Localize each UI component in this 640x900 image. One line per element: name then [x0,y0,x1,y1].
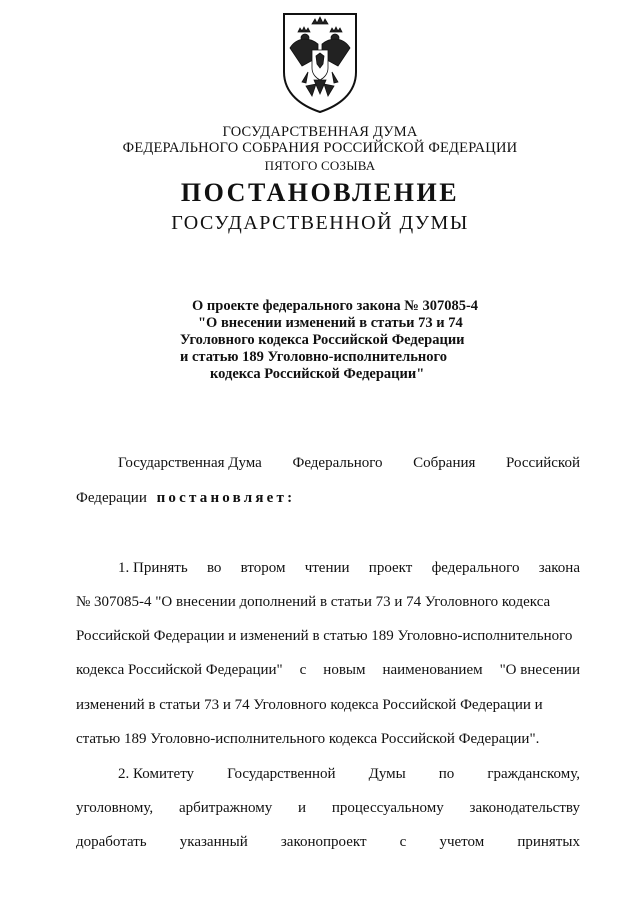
intro-word: Российской [506,455,580,471]
para2-word: с [399,834,407,850]
intro-word: Государственная Дума [118,455,262,471]
para2-line-1 [118,766,580,783]
intro-line-1 [118,455,580,472]
subject-line: "О внесении изменений в статьи 73 и 74 [198,315,463,331]
para1-line-6: статью 189 Уголовно-исполнительного кодекса Российской Федерации". [76,731,540,747]
para2-word: указанный [179,834,248,850]
header-line-assembly: ФЕДЕРАЛЬНОГО СОБРАНИЯ РОССИЙСКОЙ ФЕДЕРАЦИИ [122,140,518,156]
coat-of-arms-emblem [272,10,368,114]
para1-line-2: № 307085-4 "О внесении дополнений в статьи 73 и 74 Уголовного кодекса [76,594,551,610]
para1-word: проект [368,560,413,576]
header-line-duma: ГОСУДАРСТВЕННАЯ ДУМА [222,124,418,140]
para2-word: учетом [439,834,485,850]
intro-line-2 [76,490,295,507]
para1-word: "О внесении [499,662,580,678]
para2-word: 2. Комитету [118,766,195,782]
para1-word: втором [240,560,286,576]
para2-word: арбитражному [178,800,273,816]
subject-line: Уголовного кодекса Российской Федерации [180,332,465,348]
para2-word: процессуальному [331,800,444,816]
para1-word: чтении [304,560,350,576]
intro-decree-verb: постановляет: [156,490,296,506]
intro-word: Федерального [292,455,383,471]
para1-line-1 [118,560,580,577]
para1-word: федерального [431,560,520,576]
para1-word: закона [538,560,580,576]
subject-line: О проекте федерального закона № 307085-4 [192,298,479,314]
document-title: ПОСТАНОВЛЕНИЕ [180,178,460,207]
para1-word: наименованием [382,662,483,678]
para1-word: кодекса Российской Федерации" [76,662,283,678]
para1-word: во [206,560,222,576]
intro-federation: Федерации [76,490,147,506]
para2-line-3 [76,834,580,851]
para2-word: по [438,766,455,782]
para1-word: с [299,662,307,678]
para2-word: Думы [368,766,406,782]
para1-line-3: Российской Федерации и изменений в статью 189 Уголовно-исполнительного [76,628,573,644]
para2-word: законопроект [280,834,367,850]
para2-word: законодательству [469,800,580,816]
subject-line: и статью 189 Уголовно-исполнительного [180,349,447,365]
header-line-convocation: ПЯТОГО СОЗЫВА [264,158,376,173]
intro-word: Собрания [413,455,476,471]
para1-line-5: изменений в статьи 73 и 74 Уголовного кодекса Российской Федерации и [76,697,543,713]
para2-word: уголовному, [76,800,154,816]
para1-line-4 [76,662,580,679]
para2-line-2 [76,800,580,817]
para1-word: 1. Принять [118,560,188,576]
subject-line: кодекса Российской Федерации" [210,366,425,382]
para1-word: новым [323,662,366,678]
para2-word: Государственной [227,766,336,782]
para2-word: гражданскому, [487,766,580,782]
para2-word: доработать [76,834,147,850]
subject-block [180,298,540,383]
para2-word: и [298,800,307,816]
para2-word: принятых [517,834,580,850]
document-subtitle: ГОСУДАРСТВЕННОЙ ДУМЫ [171,212,469,234]
